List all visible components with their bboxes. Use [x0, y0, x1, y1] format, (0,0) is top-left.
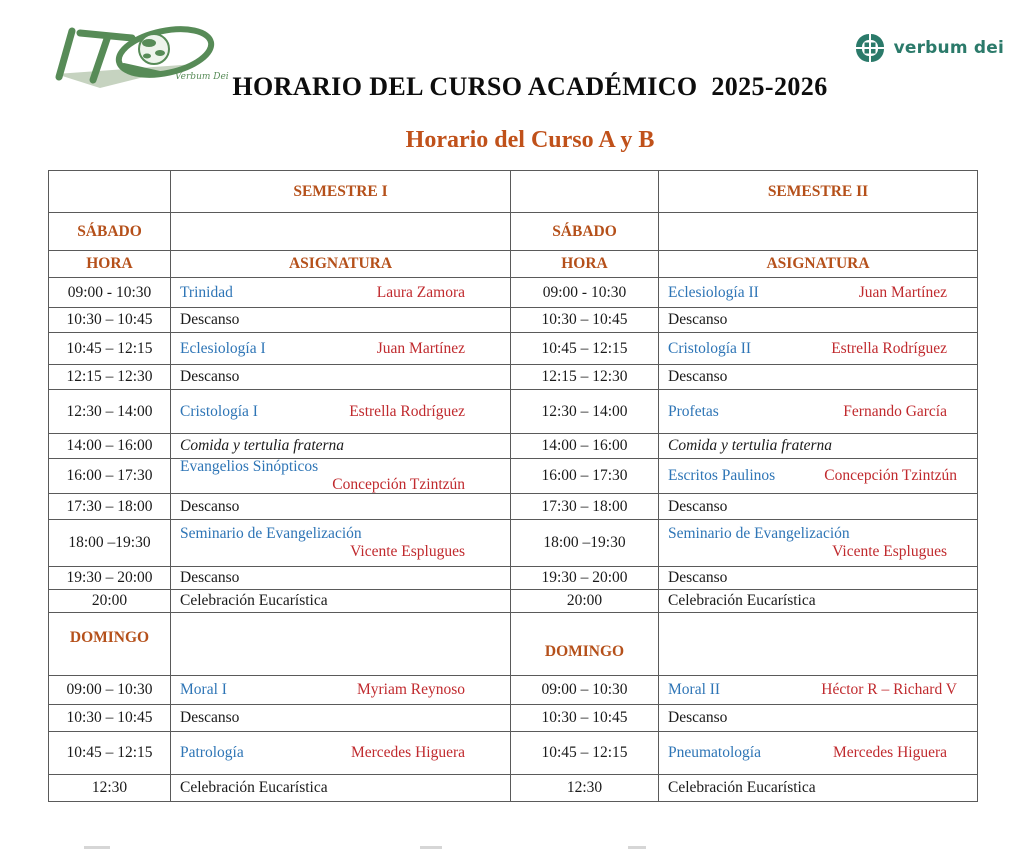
table-row	[49, 459, 978, 494]
empty-cell	[171, 613, 511, 676]
time-cell: 09:00 – 10:30	[511, 676, 659, 705]
break-label: Descanso	[171, 308, 511, 333]
time-cell: 12:30	[511, 775, 659, 802]
subject-name: Cristología I	[180, 402, 258, 420]
subject-cell	[659, 459, 978, 494]
subject-name: Seminario de Evangelización	[668, 525, 850, 542]
break-row	[49, 705, 978, 732]
subject-cell	[171, 676, 511, 705]
teacher-name: Mercedes Higuera	[832, 744, 947, 761]
table-row	[49, 732, 978, 775]
subject-name: Evangelios Sinópticos	[180, 459, 319, 475]
break-label: Descanso	[171, 705, 511, 732]
teacher-name: Vicente Esplugues	[350, 543, 465, 560]
time-cell: 09:00 – 10:30	[49, 676, 171, 705]
teacher-name: Myriam Reynoso	[356, 681, 465, 698]
time-cell: 17:30 – 18:00	[511, 494, 659, 520]
teacher-name: Estrella Rodríguez	[349, 402, 465, 420]
teacher-name: Juan Martínez	[858, 283, 947, 301]
time-cell: 19:30 – 20:00	[511, 567, 659, 590]
time-cell: 12:15 – 12:30	[49, 365, 171, 390]
time-cell: 10:30 – 10:45	[49, 705, 171, 732]
time-cell: 16:00 – 17:30	[511, 459, 659, 494]
time-cell: 10:30 – 10:45	[511, 705, 659, 732]
time-cell: 09:00 - 10:30	[511, 278, 659, 308]
subject-cell	[659, 676, 978, 705]
event-label: Celebración Eucarística	[171, 775, 511, 802]
empty-cell	[659, 613, 978, 676]
hora-header: HORA	[49, 251, 171, 278]
empty-cell	[511, 171, 659, 213]
time-cell: 10:30 – 10:45	[49, 308, 171, 333]
time-cell: 09:00 - 10:30	[49, 278, 171, 308]
table-row	[49, 390, 978, 434]
time-cell: 16:00 – 17:30	[49, 459, 171, 494]
sunday-label: DOMINGO	[511, 613, 659, 676]
subject-name: Trinidad	[180, 283, 233, 301]
asignatura-header: ASIGNATURA	[171, 251, 511, 278]
event-row	[49, 775, 978, 802]
time-cell: 18:00 –19:30	[511, 520, 659, 567]
event-label: Celebración Eucarística	[171, 590, 511, 613]
time-cell: 18:00 –19:30	[49, 520, 171, 567]
teacher-name: Mercedes Higuera	[350, 744, 465, 761]
event-label: Celebración Eucarística	[659, 590, 978, 613]
subject-cell	[171, 333, 511, 365]
subject-cell	[659, 732, 978, 775]
subject-cell	[659, 390, 978, 434]
column-header-row	[49, 251, 978, 278]
subject-name: Moral I	[180, 681, 227, 698]
time-cell: 10:30 – 10:45	[511, 308, 659, 333]
subject-name: Profetas	[668, 402, 719, 420]
break-label: Descanso	[659, 567, 978, 590]
subject-cell	[171, 390, 511, 434]
schedule-table	[48, 170, 978, 802]
time-cell: 14:00 – 16:00	[49, 434, 171, 459]
saturday-label: SÁBADO	[49, 213, 171, 251]
break-label: Descanso	[171, 494, 511, 520]
sunday-header-row	[49, 613, 978, 676]
event-label: Celebración Eucarística	[659, 775, 978, 802]
scan-artifact	[628, 846, 646, 849]
verbum-dei-icon	[854, 32, 886, 64]
subject-cell	[171, 459, 511, 494]
subject-cell	[171, 278, 511, 308]
teacher-name: Estrella Rodríguez	[831, 339, 947, 357]
time-cell: 12:30	[49, 775, 171, 802]
subject-name: Seminario de Evangelización	[180, 525, 362, 542]
saturday-label: SÁBADO	[511, 213, 659, 251]
meal-label: Comida y tertulia fraterna	[659, 434, 978, 459]
time-cell: 19:30 – 20:00	[49, 567, 171, 590]
teacher-name: Concepción Tzintzún	[332, 476, 465, 493]
time-cell: 12:30 – 14:00	[49, 390, 171, 434]
meal-row	[49, 434, 978, 459]
teacher-name: Héctor R – Richard V	[821, 681, 957, 698]
subject-cell	[171, 732, 511, 775]
table-row	[49, 333, 978, 365]
time-cell: 10:45 – 12:15	[49, 732, 171, 775]
semester2-label: SEMESTRE II	[659, 171, 978, 213]
subject-cell	[659, 278, 978, 308]
meal-label: Comida y tertulia fraterna	[171, 434, 511, 459]
semester1-label: SEMESTRE I	[171, 171, 511, 213]
subject-name: Pneumatología	[668, 744, 761, 761]
time-cell: 10:45 – 12:15	[49, 333, 171, 365]
time-cell: 20:00	[49, 590, 171, 613]
break-row	[49, 365, 978, 390]
page-title: HORARIO DEL CURSO ACADÉMICO 2025-2026	[232, 72, 828, 101]
subject-name: Escritos Paulinos	[668, 467, 776, 484]
hora-header: HORA	[511, 251, 659, 278]
teacher-name: Fernando García	[843, 402, 947, 420]
break-label: Descanso	[659, 365, 978, 390]
time-cell: 17:30 – 18:00	[49, 494, 171, 520]
saturday-header-row	[49, 213, 978, 251]
break-label: Descanso	[659, 494, 978, 520]
verbum-dei-logo	[854, 32, 1004, 64]
time-cell: 20:00	[511, 590, 659, 613]
table-row	[49, 278, 978, 308]
subject-cell	[659, 333, 978, 365]
break-label: Descanso	[659, 705, 978, 732]
empty-cell	[659, 213, 978, 251]
subject-name: Cristología II	[668, 339, 752, 357]
teacher-name: Juan Martínez	[376, 339, 465, 357]
break-row	[49, 567, 978, 590]
break-label: Descanso	[171, 365, 511, 390]
empty-cell	[171, 213, 511, 251]
subject-name: Eclesiología I	[180, 339, 266, 357]
semester-header-row	[49, 171, 978, 213]
scan-artifact	[420, 846, 442, 849]
subject-name: Patrología	[180, 744, 244, 761]
break-label: Descanso	[659, 308, 978, 333]
asignatura-header: ASIGNATURA	[659, 251, 978, 278]
subject-name: Moral II	[668, 681, 721, 698]
break-label: Descanso	[171, 567, 511, 590]
event-row	[49, 590, 978, 613]
teacher-name: Vicente Esplugues	[832, 543, 947, 560]
break-row	[49, 308, 978, 333]
break-row	[49, 494, 978, 520]
time-cell: 10:45 – 12:15	[511, 732, 659, 775]
table-row	[49, 520, 978, 567]
teacher-name: Concepción Tzintzún	[824, 467, 957, 484]
empty-cell	[49, 171, 171, 213]
time-cell: 14:00 – 16:00	[511, 434, 659, 459]
time-cell: 12:30 – 14:00	[511, 390, 659, 434]
verbum-dei-wordmark: verbum dei	[893, 38, 1004, 58]
time-cell: 10:45 – 12:15	[511, 333, 659, 365]
table-row	[49, 676, 978, 705]
subject-cell	[659, 520, 978, 567]
subject-name: Eclesiología II	[668, 283, 759, 301]
subject-cell	[171, 520, 511, 567]
teacher-name: Laura Zamora	[376, 283, 465, 301]
time-cell: 12:15 – 12:30	[511, 365, 659, 390]
sunday-label: DOMINGO	[49, 613, 171, 676]
itd-script-label: Verbum Dei	[175, 72, 229, 82]
page-subtitle: Horario del Curso A y B	[405, 127, 655, 153]
scan-artifact	[84, 846, 110, 849]
